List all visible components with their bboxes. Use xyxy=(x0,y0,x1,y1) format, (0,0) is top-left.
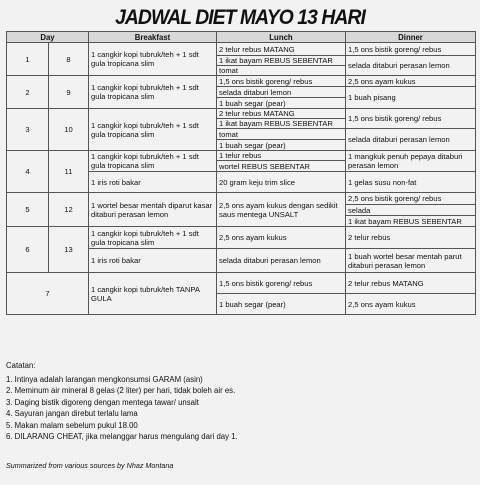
breakfast-cell: 1 cangkir kopi tubruk/teh + 1 sdt gula tropicana slim xyxy=(89,227,217,249)
lunch-cell: 1,5 ons bistik goreng/ rebus xyxy=(217,273,346,294)
day-cell: 1 xyxy=(7,43,49,76)
dinner-cell: 1 buah pisang xyxy=(346,87,476,109)
table-row xyxy=(7,109,476,119)
lunch-cell: tomat xyxy=(217,129,346,140)
day-cell: 13 xyxy=(49,227,89,273)
breakfast-cell: 1 cangkir kopi tubruk/teh + 1 sdt gula tropicana slim xyxy=(89,76,217,109)
note-item: 2. Meminum air mineral 8 gelas (2 liter) per hari, tidak boleh air es. xyxy=(6,386,236,395)
lunch-cell: 2 telur rebus MATANG xyxy=(217,109,346,119)
dinner-cell: selada xyxy=(346,205,476,216)
day-cell: 8 xyxy=(49,43,89,76)
lunch-cell: tomat xyxy=(217,66,346,76)
dinner-cell: 2 telur rebus MATANG xyxy=(346,273,476,294)
note-item: 5. Makan malam sebelum pukul 18.00 xyxy=(6,420,138,430)
source-credit: Summarized from various sources by Nhaz Montana xyxy=(6,461,174,470)
day-cell: 9 xyxy=(49,76,89,109)
lunch-cell: 2 telur rebus MATANG xyxy=(217,43,346,56)
table-row xyxy=(7,151,476,161)
dinner-cell: 1 gelas susu non-fat xyxy=(346,172,476,193)
dinner-cell: 2 telur rebus xyxy=(346,227,476,249)
lunch-cell: selada ditaburi perasan lemon xyxy=(217,249,346,273)
note-item: 3. Daging bistik digoreng dengan mentega tawar/ unsalt xyxy=(6,397,199,407)
page-title: JADWAL DIET MAYO 13 HARI xyxy=(115,6,365,29)
day-cell: 7 xyxy=(7,273,89,315)
notes-section xyxy=(6,360,476,443)
table-row xyxy=(7,273,476,294)
lunch-cell: selada ditaburi lemon xyxy=(217,87,346,98)
lunch-cell: 1,5 ons bistik goreng/ rebus xyxy=(217,76,346,87)
dinner-cell: 1 mangkuk penuh pepaya ditaburi perasan lemon xyxy=(346,151,476,172)
day-cell: 10 xyxy=(49,109,89,151)
lunch-cell: 2,5 ons ayam kukus xyxy=(217,227,346,249)
lunch-cell: 20 gram keju trim slice xyxy=(217,172,346,193)
lunch-cell: 1 buah segar (pear) xyxy=(217,140,346,151)
day-cell: 6 xyxy=(7,227,49,273)
header-day: Day xyxy=(7,32,89,43)
day-cell: 12 xyxy=(49,193,89,227)
breakfast-cell: 1 cangkir kopi tubruk/teh + 1 sdt gula tropicana slim xyxy=(89,109,217,151)
day-cell: 3 xyxy=(7,109,49,151)
note-item: 1. Intinya adalah larangan mengkonsumsi GARAM (asin) xyxy=(6,374,203,384)
lunch-cell: wortel REBUS SEBENTAR xyxy=(217,161,346,172)
header-dinner: Dinner xyxy=(346,32,476,43)
day-cell: 4 xyxy=(7,151,49,193)
lunch-cell: 1 ikat bayam REBUS SEBENTAR xyxy=(217,56,346,66)
breakfast-cell: 1 iris roti bakar xyxy=(89,249,217,273)
note-item: 4. Sayuran jangan direbut terlalu lama xyxy=(6,409,138,418)
header-breakfast: Breakfast xyxy=(89,32,217,43)
day-cell: 11 xyxy=(49,151,89,193)
day-cell: 5 xyxy=(7,193,49,227)
dinner-cell: selada ditaburi perasan lemon xyxy=(346,129,476,151)
lunch-cell: 1 ikat bayam REBUS SEBENTAR xyxy=(217,119,346,129)
breakfast-cell: 1 cangkir kopi tubruk/teh + 1 sdt gula tropicana slim xyxy=(89,151,217,172)
dinner-cell: 1,5 ons bistik goreng/ rebus xyxy=(346,109,476,129)
breakfast-cell: 1 wortel besar mentah diparut kasar ditaburi perasan lemon xyxy=(89,193,217,227)
table-header-row xyxy=(7,32,476,43)
breakfast-cell: 1 cangkir kopi tubruk/teh + 1 sdt gula tropicana slim xyxy=(89,43,217,76)
breakfast-cell: 1 cangkir kopi tubruk/teh TANPA GULA xyxy=(89,273,217,315)
table-row xyxy=(7,227,476,249)
table-row xyxy=(7,43,476,56)
lunch-cell: 1 buah segar (pear) xyxy=(217,98,346,109)
table-row xyxy=(7,76,476,87)
lunch-cell: 1 buah segar (pear) xyxy=(217,294,346,315)
dinner-cell: 1 buah wortel besar mentah parut ditaburi perasan lemon xyxy=(346,249,476,273)
dinner-cell: 1 ikat bayam REBUS SEBENTAR xyxy=(346,216,476,227)
lunch-cell: 2,5 ons ayam kukus dengan sedikit saus mentega UNSALT xyxy=(217,193,346,227)
breakfast-cell: 1 iris roti bakar xyxy=(89,172,217,193)
header-lunch: Lunch xyxy=(217,32,346,43)
note-item: 6. DILARANG CHEAT, jika melanggar harus mengulang dari day 1. xyxy=(6,432,238,441)
day-cell: 2 xyxy=(7,76,49,109)
table-row xyxy=(7,193,476,205)
dinner-cell: 1,5 ons bistik goreng/ rebus xyxy=(346,43,476,56)
dinner-cell: selada ditaburi perasan lemon xyxy=(346,56,476,76)
dinner-cell: 2,5 ons ayam kukus xyxy=(346,294,476,315)
notes-heading: Catatan: xyxy=(6,361,36,370)
diet-table xyxy=(6,31,476,315)
lunch-cell: 1 telur rebus xyxy=(217,151,346,161)
dinner-cell: 2,5 ons bistik goreng/ rebus xyxy=(346,193,476,205)
dinner-cell: 2,5 ons ayam kukus xyxy=(346,76,476,87)
